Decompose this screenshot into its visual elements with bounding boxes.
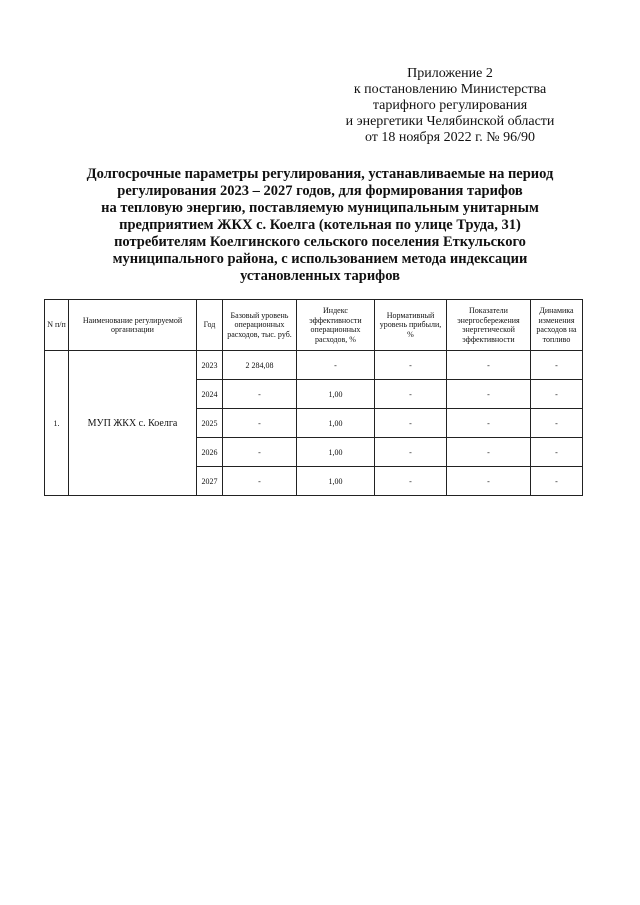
base-level-cell: 2 284,08 [223,351,297,380]
efficiency-index-cell: 1,00 [297,467,375,496]
appendix-line: от 18 ноября 2022 г. № 96/90 [364,130,536,145]
parameters-table [44,299,583,496]
table-header-row [45,300,583,351]
appendix-line: и энергетики Челябинской области [345,114,555,129]
base-level-cell: - [223,380,297,409]
year-cell: 2027 [197,467,223,496]
document-title [60,166,580,285]
energy-saving-cell: - [447,409,531,438]
energy-saving-cell: - [447,380,531,409]
year-cell: 2024 [197,380,223,409]
year-cell: 2025 [197,409,223,438]
appendix-line: к постановлению Министерства [353,82,547,97]
appendix-line: тарифного регулирования [372,98,528,113]
base-level-cell: - [223,409,297,438]
energy-saving-cell: - [447,351,531,380]
title-line: регулирования 2023 – 2027 годов, для формирования тарифов [117,183,523,199]
profit-level-cell: - [375,438,447,467]
fuel-dynamics-cell: - [531,380,583,409]
header-efficiency-index: Индекс эффективности операционных расходов, % [297,300,375,351]
profit-level-cell: - [375,380,447,409]
header-fuel-dynamics: Динамика изменения расходов на топливо [531,300,583,351]
header-base-level: Базовый уровень операционных расходов, тыс. руб. [223,300,297,351]
profit-level-cell: - [375,409,447,438]
header-org: Наименование регулируемой организации [69,300,197,351]
row-number: 1. [45,351,69,496]
year-cell: 2026 [197,438,223,467]
fuel-dynamics-cell: - [531,467,583,496]
base-level-cell: - [223,467,297,496]
header-energy-saving: Показатели энергосбережения энергетической эффективности [447,300,531,351]
fuel-dynamics-cell: - [531,409,583,438]
title-line: муниципального района, с использованием метода индексации [112,251,528,267]
appendix-line: Приложение 2 [407,66,493,81]
title-line: предприятием ЖКХ с. Коелга (котельная по улице Труда, 31) [119,217,521,233]
base-level-cell: - [223,438,297,467]
organization-name: МУП ЖКХ с. Коелга [69,351,197,496]
fuel-dynamics-cell: - [531,351,583,380]
fuel-dynamics-cell: - [531,438,583,467]
efficiency-index-cell: - [297,351,375,380]
header-num: N п/п [45,300,69,351]
efficiency-index-cell: 1,00 [297,380,375,409]
energy-saving-cell: - [447,438,531,467]
appendix-block [330,66,570,146]
header-year: Год [197,300,223,351]
title-line: на тепловую энергию, поставляемую муниципальным унитарным [101,200,539,216]
energy-saving-cell: - [447,467,531,496]
header-profit-level: Нормативный уровень прибыли, % [375,300,447,351]
profit-level-cell: - [375,467,447,496]
efficiency-index-cell: 1,00 [297,409,375,438]
title-line: Долгосрочные параметры регулирования, устанавливаемые на период [86,166,554,182]
profit-level-cell: - [375,351,447,380]
title-line: потребителям Коелгинского сельского поселения Еткульского [114,234,526,250]
efficiency-index-cell: 1,00 [297,438,375,467]
year-cell: 2023 [197,351,223,380]
title-line: установленных тарифов [240,268,400,284]
table-row [45,351,583,380]
